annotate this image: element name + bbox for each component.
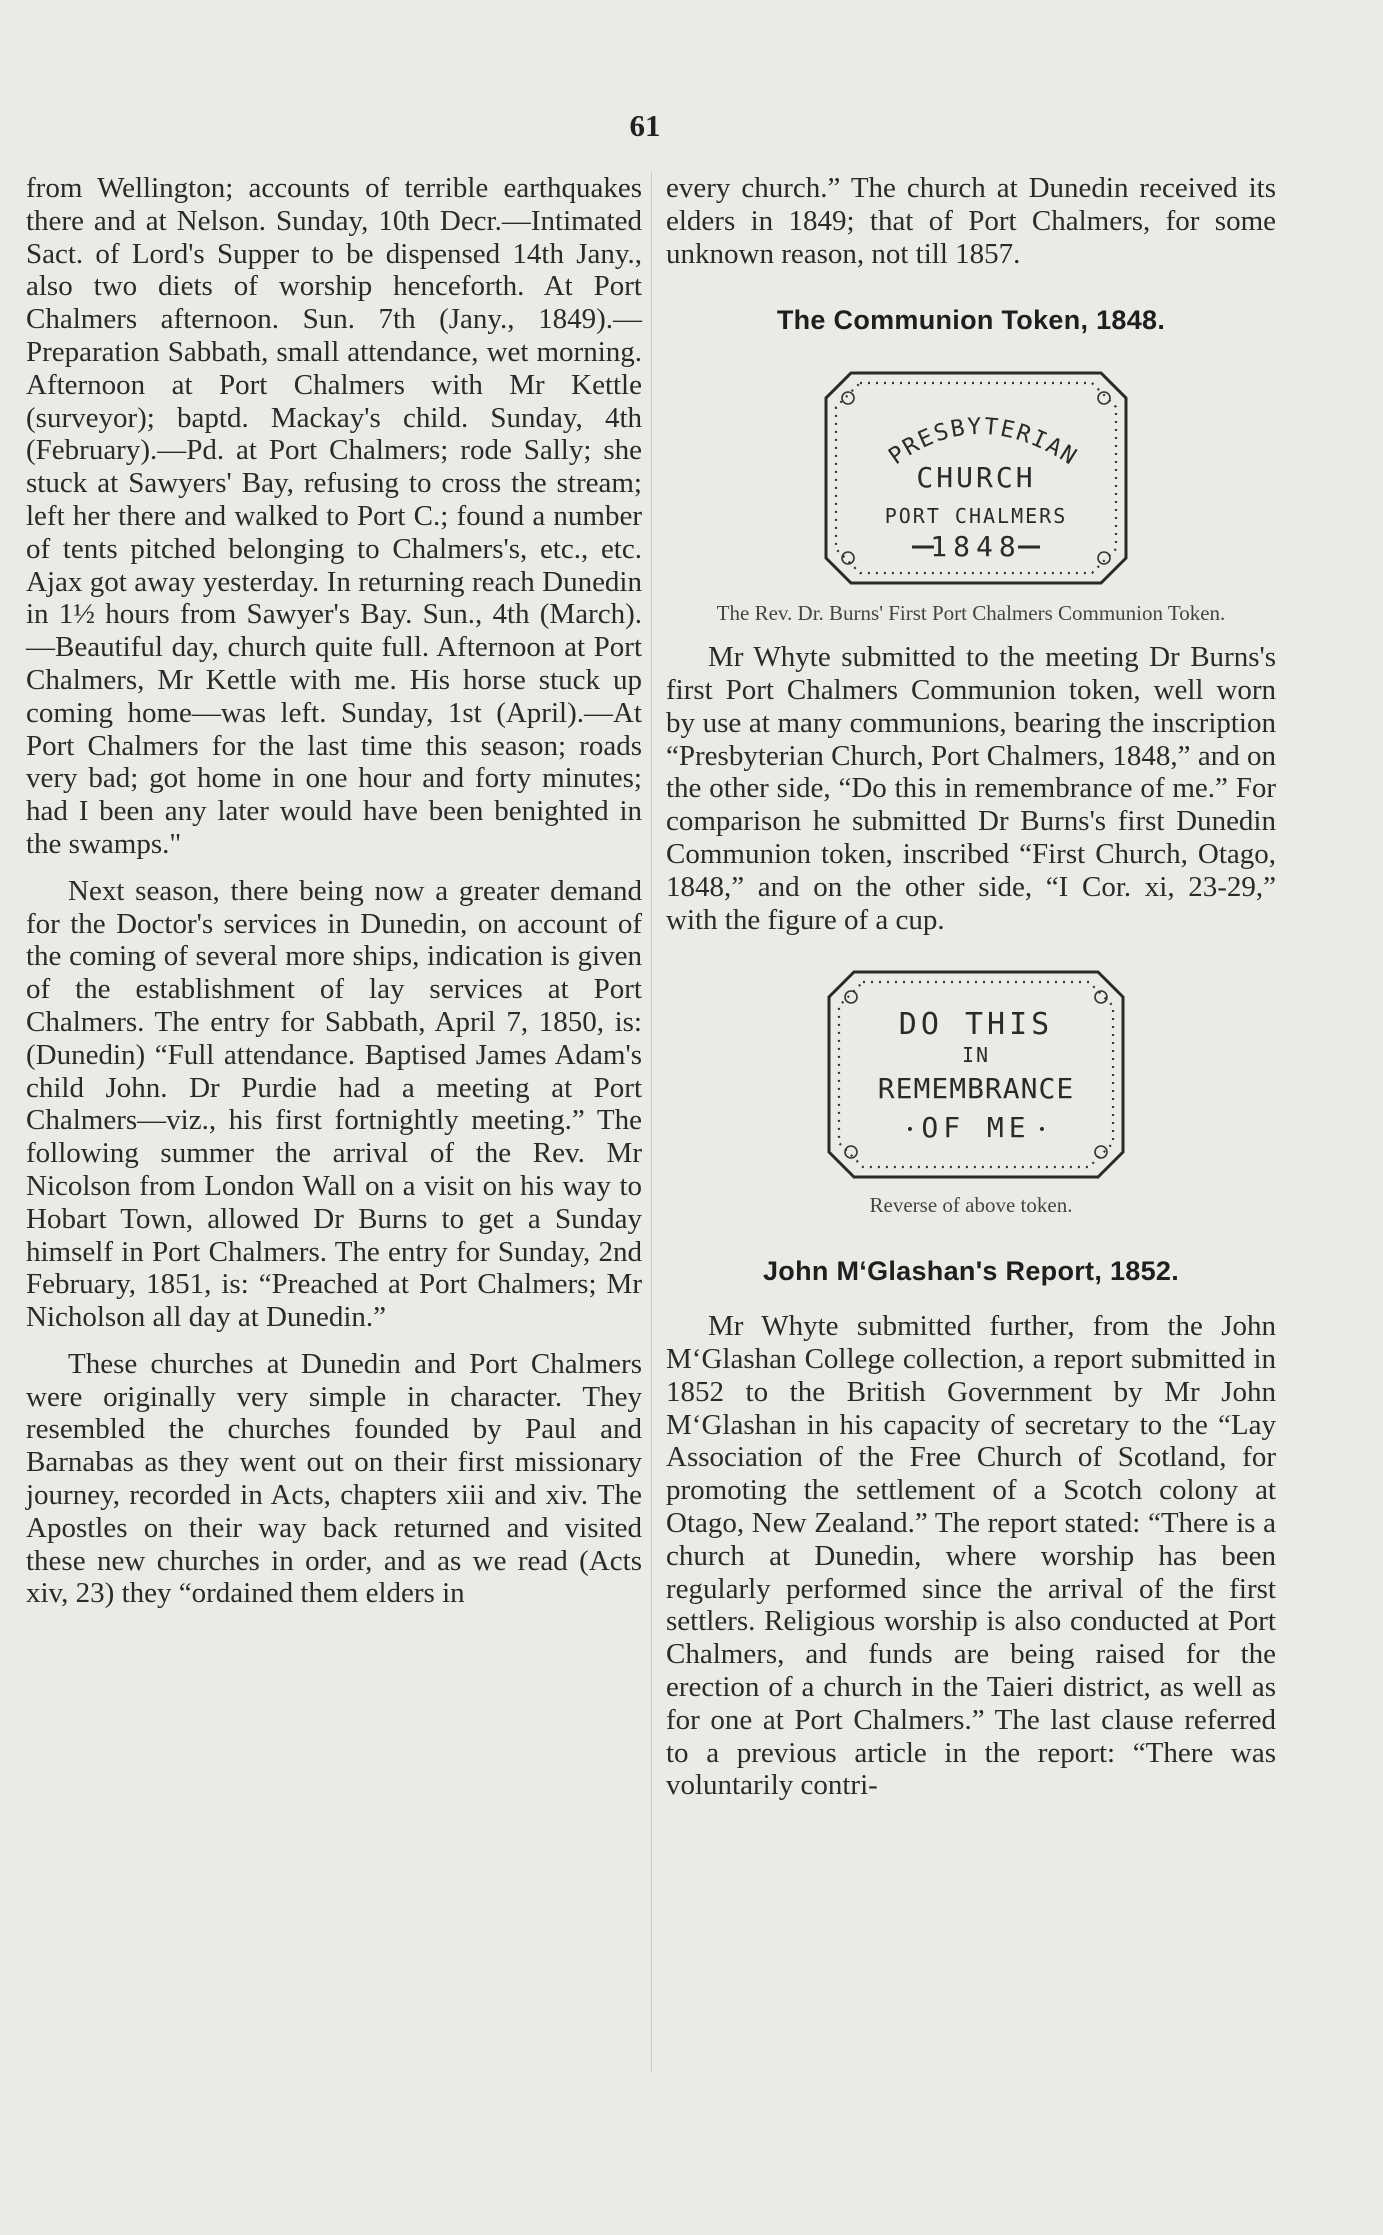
paragraph-early-churches: These churches at Dunedin and Port Chalmers were originally very simple in character. They resembled the churches founded by Paul and Barnabas as they went out on their first missionary journey, recorded in Acts, chapters xiii and xiv. The Apostles on their way back returned and visited these new churches in order, and as we read (Acts xiv, 23) they “ordained them elders in [26,1347,642,1610]
token-front-line1: CHURCH [916,461,1036,495]
token-front-figure [666,363,1276,593]
token-reverse-illustration [666,962,1276,1187]
token-reverse-line3: REMEMBRANCE [877,1072,1075,1106]
token-arc-text: PRESBYTERIAN [884,413,1083,472]
paragraph-diary-continued: from Wellington; accounts of terrible earthquakes there and at Nelson. Sunday, 10th Decr.—Intimated Sact. of Lord's Supper to be dispensed 14th Jany., also two diets of worship henceforth. At Port Chalmers afternoon. Sun. 7th (Jany., 1849).—Preparation Sabbath, small attendance, wet morning. Afternoon at Port Chalmers with Mr Kettle (surveyor); baptd. Mackay's child. Sunday, 4th (February).—Pd. at Port Chalmers; rode Sally; she stuck at Sawyers' Bay, refusing to cross the stream; left her there and walked to Port C.; found a number of tents pitched belonging to Chalmers's, etc., etc. Ajax got away yesterday. In returning reach Dunedin in 1½ hours from Sawyer's Bay. Sun., 4th (March). —Beautiful day, church quite full. Afternoon at Port Chalmers, Mr Kettle with me. His horse stuck up coming home—was left. Sunday, 1st (April).—At Port Chalmers for the last time this season; roads very bad; got home in one hour and forty minutes; had I been any later would have been benighted in the swamps." [26,172,642,860]
token-reverse-figure [666,962,1276,1187]
token-front-line2: PORT CHALMERS [884,504,1068,529]
token-front-line3: 1848 [930,530,1022,564]
page-number: 61 [629,108,661,143]
svg-text:•: • [1037,1122,1047,1139]
paragraph-token-description: Mr Whyte submitted to the meeting Dr Burns's first Port Chalmers Communion token, well worn by use at many communions, bearing the inscription “Presbyterian Church, Port Chalmers, 1848,” and on the other side, “Do this in remembrance of me.” For comparison he submitted Dr Burns's first Dunedin Communion token, inscribed “First Church, Otago, 1848,” and on the other side, “I Cor. xi, 23-29,” with the figure of a cup. [666,641,1276,936]
heading-mglashan-report: John M‘Glashan's Report, 1852. [762,1256,1180,1287]
paragraph-elders: every church.” The church at Dunedin received its elders in 1849; that of Port Chalmers, for some unknown reason, not till 1857. [666,172,1276,270]
token-reverse-line4: OF ME [921,1111,1031,1145]
heading-communion-token: The Communion Token, 1848. [776,305,1166,336]
right-column [666,172,1276,1802]
token-front-illustration [666,363,1276,593]
caption-token-reverse: Reverse of above token. [869,1193,1073,1218]
caption-token-front: The Rev. Dr. Burns' First Port Chalmers Communion Token. [716,601,1226,626]
paragraph-next-season: Next season, there being now a greater demand for the Doctor's services in Dunedin, on account of the coming of several more ships, indication is given of the establishment of lay services at Port Chalmers. The entry for Sabbath, April 7, 1850, is: (Dunedin) “Full attendance. Baptised James Adam's child John. Dr Purdie had a meeting at Port Chalmers—viz., his first fortnightly meeting.” The following summer the arrival of the Rev. Mr Nicolson from London Wall on a visit on his way to Hobart Town, allowed Dr Burns to get a Sunday himself in Port Chalmers. The entry for Sunday, 2nd February, 1851, is: “Preached at Port Chalmers; Mr Nicholson all day at Dunedin.” [26,874,642,1334]
token-reverse-line2: IN [961,1043,991,1068]
paragraph-mglashan-report: Mr Whyte submitted further, from the John M‘Glashan College collection, a report submitted in 1852 to the British Government by Mr John M‘Glashan in his capacity of secretary to the “Lay Association of the Free Church of Scotland, for promoting the settlement of a Scotch colony at Otago, New Zealand.” The report stated: “There is a church at Dunedin, where worship has been regularly performed since the arrival of the first settlers. Religious worship is also conducted at Port Chalmers, and funds are being raised for the erection of a church in the Taieri district, as well as for one at Port Chalmers.” The last clause referred to a previous article in the report: “There was voluntarily contri- [666,1310,1276,1802]
left-column [26,172,642,1610]
svg-text:•: • [905,1122,915,1139]
token-reverse-line1: DO THIS [898,1007,1054,1043]
column-divider [651,172,652,2072]
